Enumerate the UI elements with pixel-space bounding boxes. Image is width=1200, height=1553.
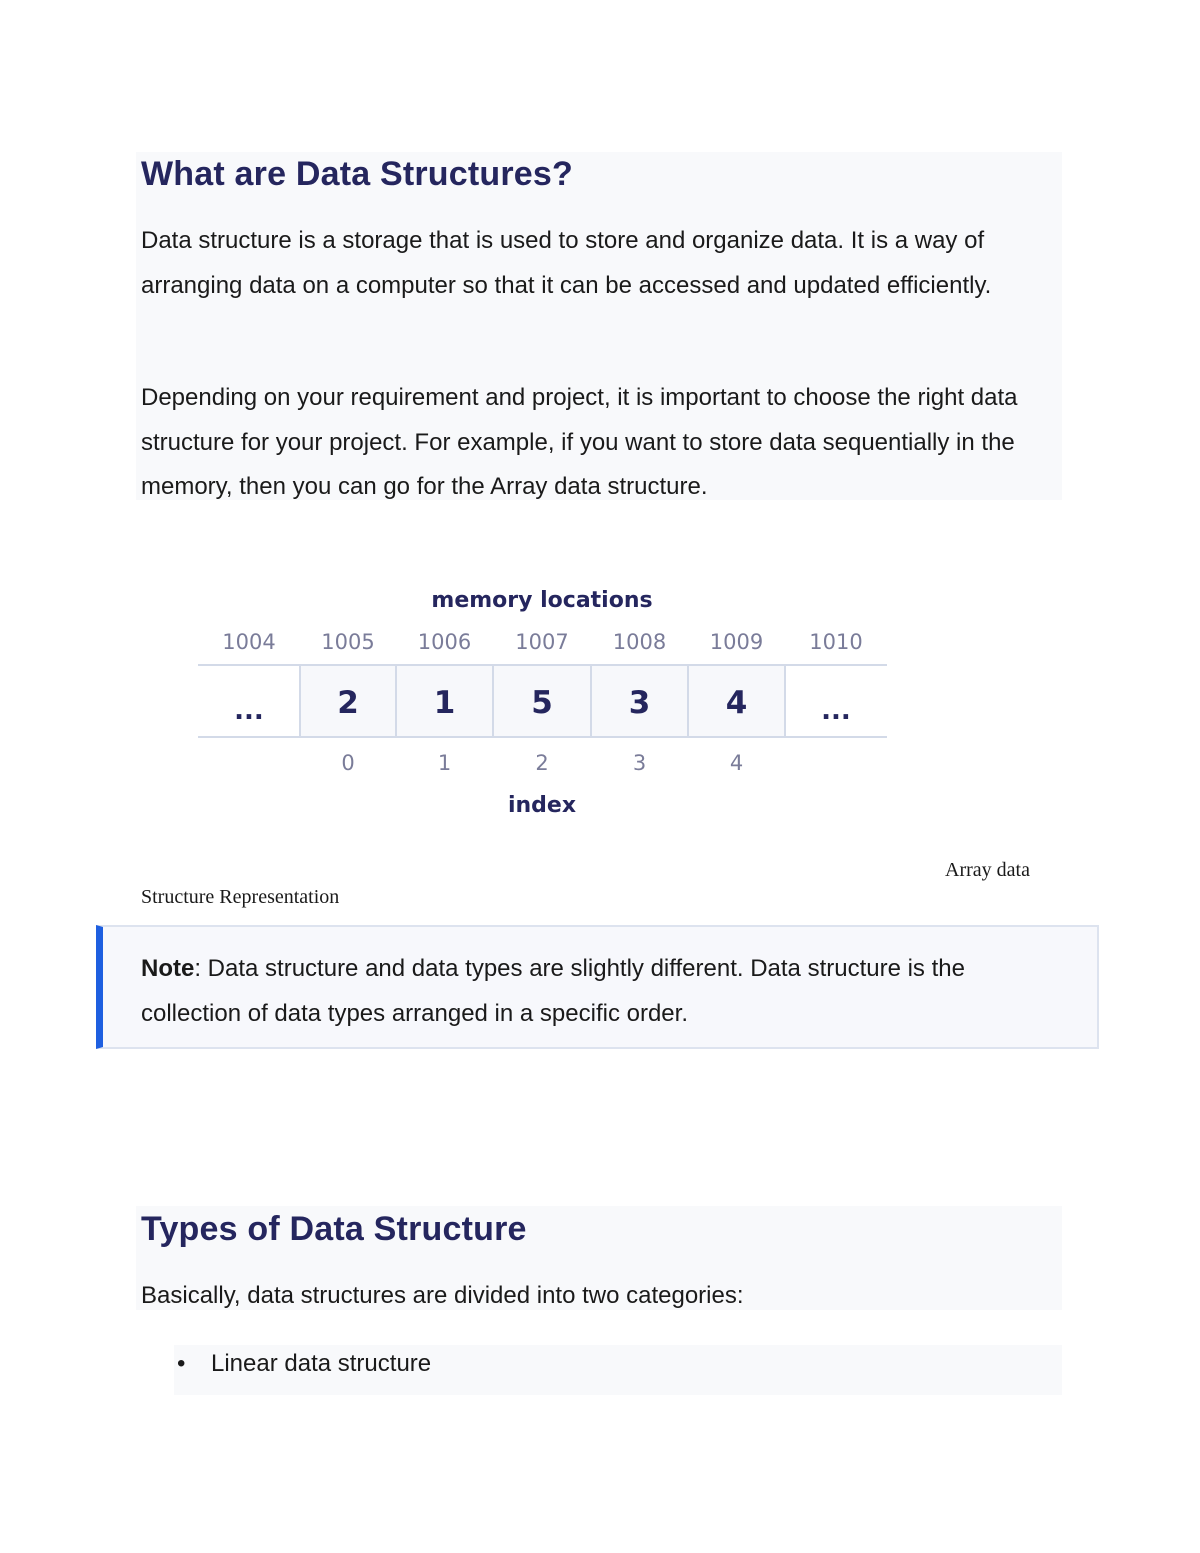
- array-cells: [198, 630, 887, 775]
- memory-address: 1005: [321, 630, 375, 654]
- note-box: [96, 925, 1099, 1049]
- heading-types-of-data-structure: Types of Data Structure: [141, 1210, 527, 1248]
- array-value: 4: [725, 685, 748, 721]
- array-index: 4: [729, 751, 744, 775]
- memory-locations-label: memory locations: [431, 588, 653, 613]
- array-index: 2: [535, 751, 549, 775]
- bullet-icon: •: [177, 1350, 186, 1377]
- array-memory-diagram: [198, 585, 888, 815]
- paragraph-categories: Basically, data structures are divided into two categories:: [141, 1282, 744, 1309]
- list-item-label: Linear data structure: [211, 1350, 432, 1377]
- memory-address: 1004: [222, 630, 276, 654]
- memory-address: 1007: [515, 630, 569, 654]
- array-index: 0: [341, 751, 355, 775]
- array-index: 1: [437, 751, 452, 775]
- array-value: ...: [821, 696, 851, 726]
- array-value: 5: [531, 685, 553, 721]
- list-item: [141, 1346, 431, 1382]
- note-body: : Data structure and data types are slightly different. Data structure is the collection of data types arranged in a specific order.: [141, 955, 965, 1027]
- memory-address: 1008: [612, 630, 667, 654]
- caption-line-1: Array data: [945, 859, 1030, 881]
- note-text: [141, 947, 1071, 1036]
- paragraph-definition: Data structure is a storage that is used to store and organize data. It is a way of arranging data on a computer so that it can be accessed and updated efficiently.: [141, 227, 992, 299]
- array-value: ...: [234, 696, 264, 726]
- memory-address: 1010: [809, 630, 863, 654]
- array-value: 3: [628, 685, 651, 721]
- array-value: 2: [337, 685, 359, 721]
- memory-address: 1006: [417, 630, 472, 654]
- paragraph-choosing: Depending on your requirement and project, it is important to choose the right data structure for your project. For example, if you want to store data sequentially in the memory, then you can go for the Array data structure.: [141, 384, 1018, 500]
- heading-what-are-data-structures: What are Data Structures?: [141, 155, 573, 193]
- memory-address: 1009: [709, 630, 764, 654]
- array-index: 3: [632, 751, 647, 775]
- index-label: index: [507, 793, 577, 815]
- caption-line-2: Structure Representation: [141, 886, 340, 908]
- structure-type-list: [141, 1346, 431, 1382]
- note-label: Note: [141, 955, 195, 982]
- array-value: 1: [433, 685, 456, 721]
